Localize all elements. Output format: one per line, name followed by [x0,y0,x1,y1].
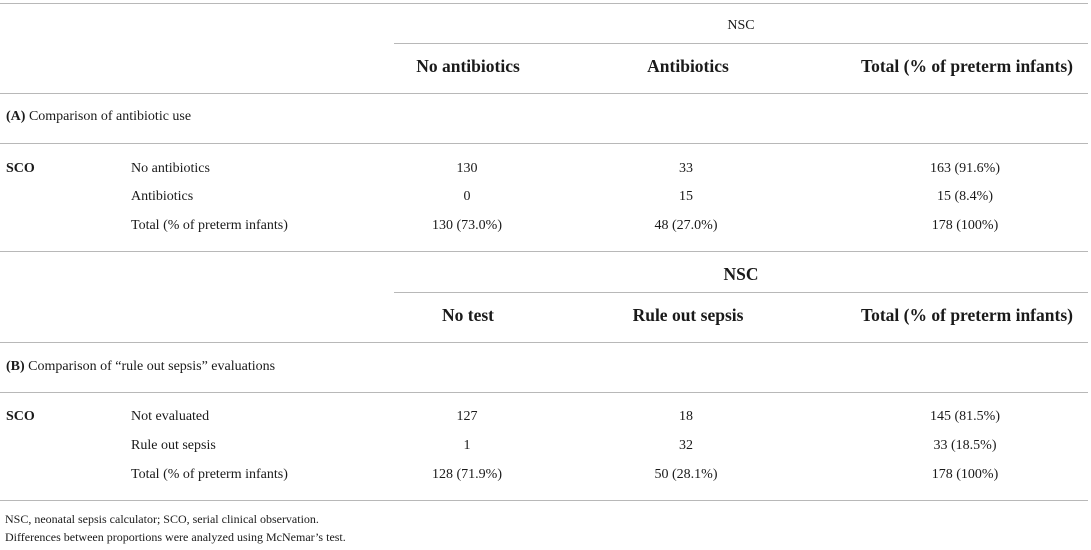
col-header-rule-out-sepsis: Rule out sepsis [632,305,744,325]
cell: 18 [679,409,693,424]
cell: 145 (81.5%) [930,409,1000,424]
rule-caption-b [0,392,1088,393]
cell: 32 [679,438,693,453]
rule-nsc-b [394,292,1088,293]
footnote: NSC, neonatal sepsis calculator; SCO, serial clinical observation. [5,512,319,526]
section-b-letter: (B) [6,359,25,374]
cell: 163 (91.6%) [930,161,1000,176]
col-header-total-b: Total (% of preterm infants) [861,305,1073,325]
rule-top [0,3,1088,4]
row-label: Antibiotics [131,189,194,204]
cell: 0 [463,189,471,204]
rule-bottom [0,500,1088,501]
rule-header-b [0,342,1088,343]
row-label: Total (% of preterm infants) [131,467,288,482]
row-label: Rule out sepsis [131,438,216,453]
section-a-letter: (A) [6,109,26,124]
row-label: Total (% of preterm infants) [131,218,288,233]
section-a-caption-text: Comparison of antibiotic use [28,109,192,124]
row-label: Not evaluated [131,409,210,424]
cell: 48 (27.0%) [654,218,718,233]
cell: 130 (73.0%) [432,218,502,233]
section-a-caption [6,110,191,124]
cell: 178 (100%) [931,467,999,482]
col-header-antibiotics: Antibiotics [647,56,729,76]
col-header-no-antibiotics: No antibiotics [416,56,520,76]
nsc-header-b: NSC [723,264,759,284]
rule-section-split [0,251,1088,252]
section-b-caption-text: Comparison of “rule out sepsis” evaluations [28,359,276,374]
row-group-label-b: SCO [6,409,35,424]
rule-caption-a [0,143,1088,144]
cell: 130 [456,161,478,176]
cell: 33 (18.5%) [933,438,997,453]
rule-header-a [0,93,1088,94]
nsc-header-a: NSC [727,18,755,33]
row-group-label-a: SCO [6,161,35,176]
rule-nsc-a [394,43,1088,44]
footnote: Differences between proportions were analyzed using McNemar’s test. [5,530,346,544]
cell: 127 [456,409,478,424]
cell: 15 [679,189,693,204]
col-header-no-test: No test [442,305,494,325]
col-header-total-a: Total (% of preterm infants) [861,56,1073,76]
cell: 1 [463,438,471,453]
cell: 15 (8.4%) [937,189,993,204]
cell: 33 [679,161,693,176]
cell: 178 (100%) [931,218,999,233]
row-label: No antibiotics [131,161,210,176]
cell: 50 (28.1%) [654,467,718,482]
section-b-caption [6,360,275,374]
cell: 128 (71.9%) [432,467,502,482]
